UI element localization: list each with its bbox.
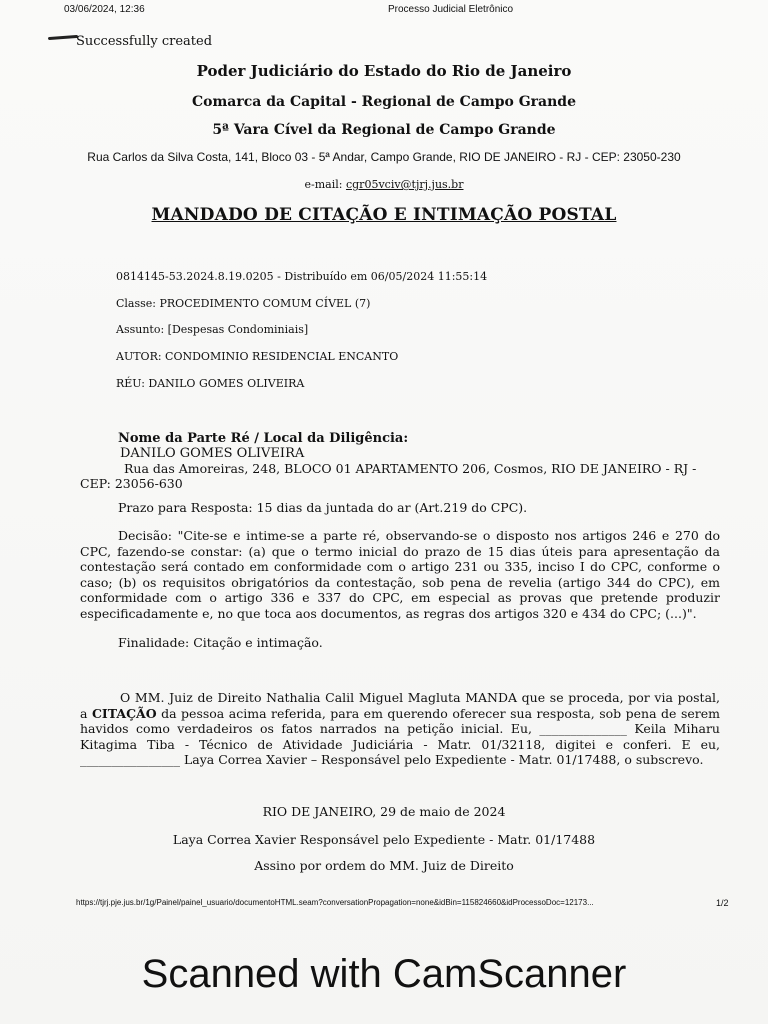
mandate-paragraph [80, 690, 720, 768]
party-address: Rua das Amoreiras, 248, BLOCO 01 APARTAMENTO 206, Cosmos, RIO DE JANEIRO - RJ - CEP: 23056-630 [80, 461, 697, 491]
party-name: DANILO GOMES OLIVEIRA [120, 446, 305, 461]
court-name: Poder Judiciário do Estado do Rio de Janeiro [196, 62, 572, 80]
mandate-part2: da pessoa acima referida, para em querendo oferecer sua resposta, sob pena de serem havidos como verdadeiros os fatos narrados na petição inicial. Eu, ______________ Keila Miharu Kitagima Tiba - Técnico de Atividade Judiciária - Matr. 01/32118, digitei e conferi. E eu, ________________ Laya Correa Xavier – Responsável pelo Expediente - Matr. 01/17488, o subscrevo. [80, 705, 720, 767]
signature-date: RIO DE JANEIRO, 29 de maio de 2024 [262, 804, 506, 819]
court-comarca: Comarca da Capital - Regional de Campo Grande [192, 94, 576, 110]
print-header [0, 4, 768, 20]
print-title: Processo Judicial Eletrônico [388, 4, 514, 15]
signature-order: Assino por ordem do MM. Juiz de Direito [254, 858, 514, 873]
court-vara: 5ª Vara Cível da Regional de Campo Grande [212, 122, 556, 138]
finalidade-text: Finalidade: Citação e intimação. [118, 635, 323, 650]
court-email: cgr05vciv@tjrj.jus.br [345, 178, 464, 191]
prazo-text: Prazo para Resposta: 15 dias da juntada do ar (Art.219 do CPC). [118, 500, 528, 515]
court-address: Rua Carlos da Silva Costa, 141, Bloco 03 - 5ª Andar, Campo Grande, RIO DE JANEIRO - RJ - CEP: 23050-230 [87, 150, 681, 164]
footer-url: https://tjrj.pje.jus.br/1g/Painel/painel_usuario/documentoHTML.seam?conversationPropagation=none&idBin=115824660&idProcessoDoc=12173... [76, 898, 594, 907]
court-email-label: e-mail: [304, 178, 343, 191]
stamp-mark [48, 35, 78, 40]
process-autor: AUTOR: CONDOMINIO RESIDENCIAL ENCANTO [116, 350, 399, 363]
print-datetime: 03/06/2024, 12:36 [64, 4, 145, 15]
process-assunto: Assunto: [Despesas Condominiais] [116, 323, 309, 336]
document-title: MANDADO DE CITAÇÃO E INTIMAÇÃO POSTAL [151, 205, 617, 225]
process-number: 0814145-53.2024.8.19.0205 - Distribuído em 06/05/2024 11:55:14 [116, 270, 488, 283]
mandate-part1: O MM. Juiz de Direito Nathalia Calil Miguel Magluta MANDA que se proceda, por via postal, a [80, 690, 720, 721]
stamp-text: Successfully created [76, 34, 213, 49]
signature-responsible: Laya Correa Xavier Responsável pelo Expediente - Matr. 01/17488 [172, 832, 596, 847]
mandate-citacao: CITAÇÃO [91, 705, 157, 721]
scanner-watermark: Scanned with CamScanner [141, 952, 627, 996]
process-reu: RÉU: DANILO GOMES OLIVEIRA [116, 377, 305, 390]
party-label: Nome da Parte Ré / Local da Diligência: [118, 431, 409, 446]
decisao-text: Decisão: "Cite-se e intime-se a parte ré, observando-se o disposto nos artigos 246 e 270 do CPC, fazendo-se constar: (a) que o termo inicial do prazo de 15 dias úteis para apresentação da contestação será contado em conformidade com o artigo 231 ou 335, inciso I do CPC, conforme o caso; (b) os requisitos obrigatórios da contestação, sob pena de revelia (artigo 344 do CPC), em conformidade com o artigo 336 e 337 do CPC, em especial as provas que pretende produzir especificadamente e, no que toca aos documentos, as regras dos artigos 320 e 434 do CPC; (...)". [80, 528, 720, 621]
footer-page-number: 1/2 [716, 898, 729, 908]
process-classe: Classe: PROCEDIMENTO COMUM CÍVEL (7) [116, 297, 371, 310]
court-email-line [0, 178, 768, 191]
